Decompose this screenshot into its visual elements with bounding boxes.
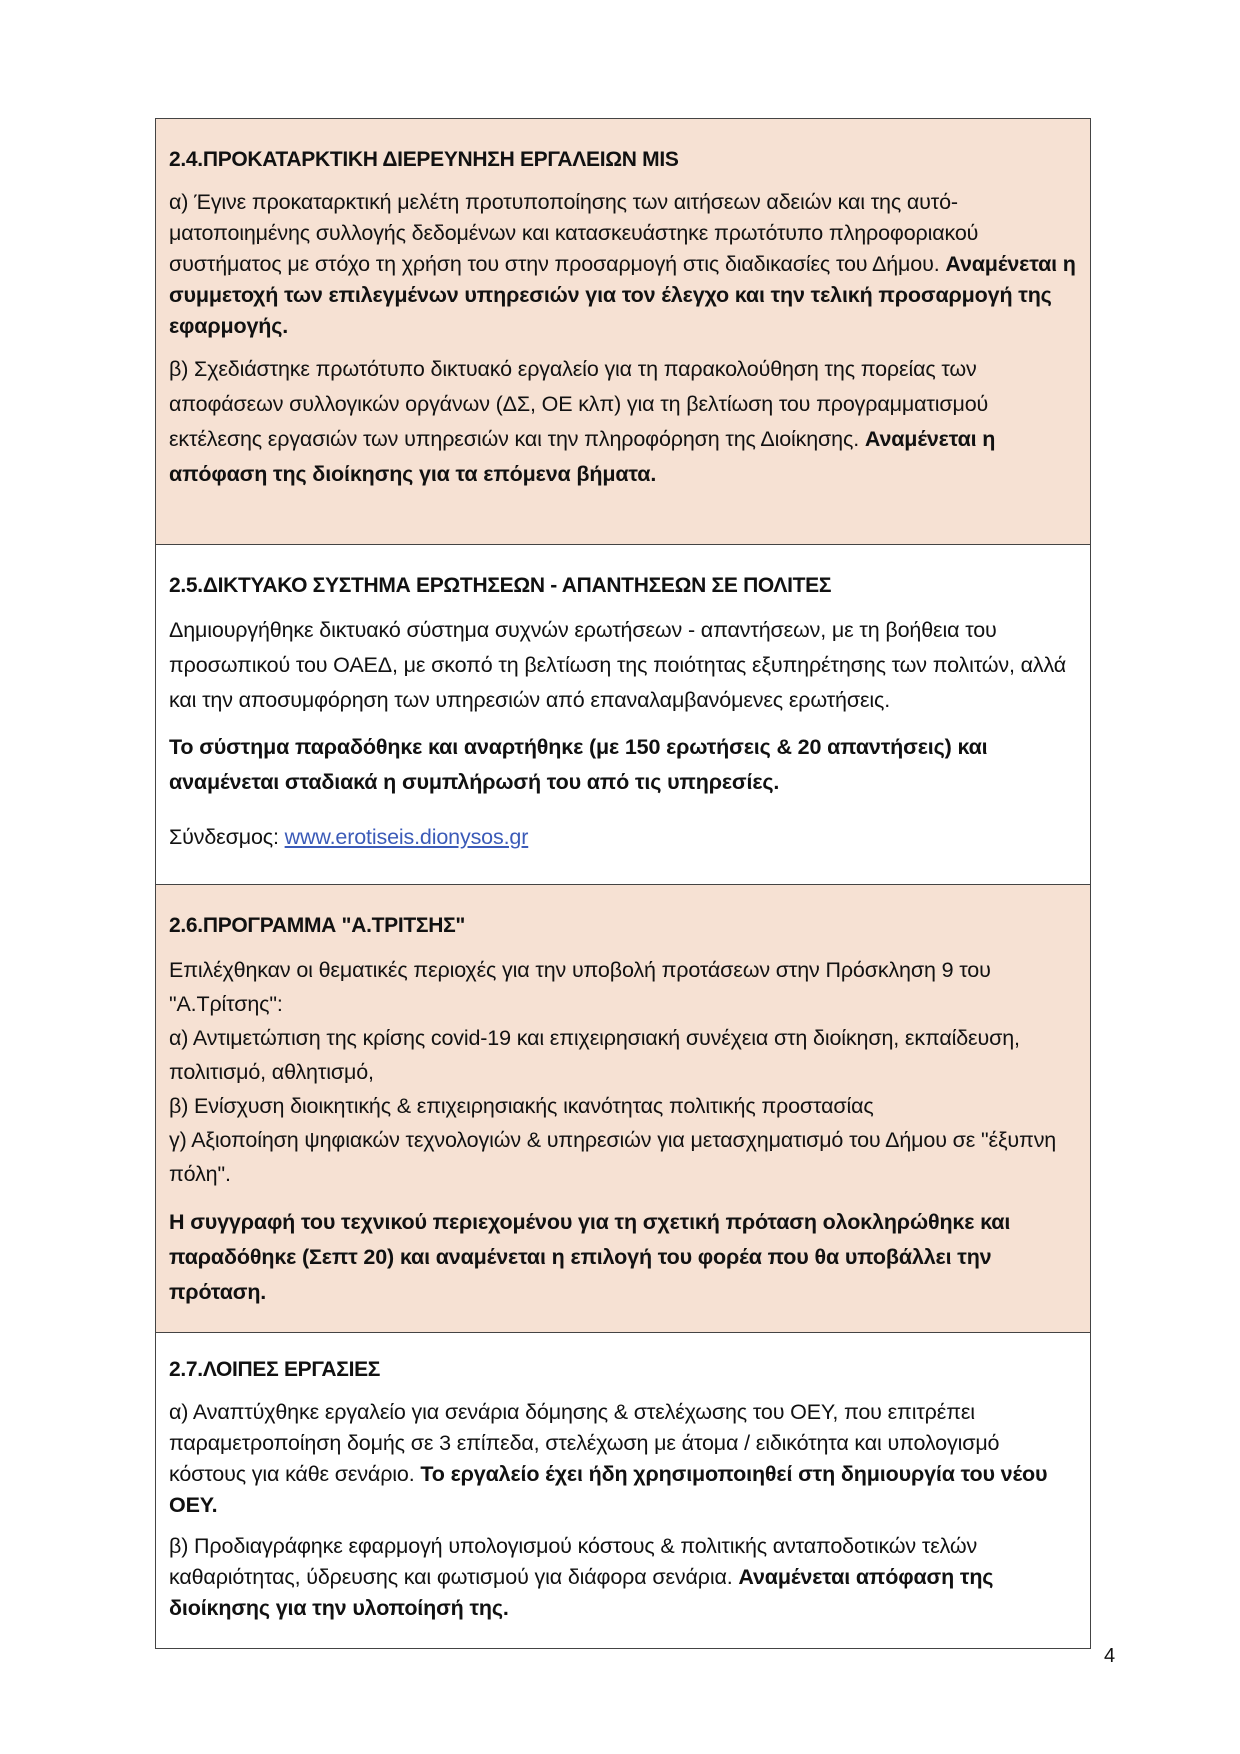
- section-title: 2.5.ΔΙΚΤΥΑΚΟ ΣΥΣΤΗΜΑ ΕΡΩΤΗΣΕΩΝ - ΑΠΑΝΤΗΣΕΩΝ ΣΕ ΠΟΛΙΤΕΣ: [169, 574, 832, 597]
- section-2-7: [156, 1333, 1090, 1648]
- paragraph-bold-text: Το σύστημα παραδόθηκε και αναρτήθηκε (με 150 ερωτήσεις & 20 απαντήσεις) και αναμένεται σταδιακά η συμπλήρωσή του από τις υπηρεσίες.: [169, 735, 988, 794]
- section-title: 2.4.ΠΡΟΚΑΤΑΡΚΤΙΚΗ ΔΙΕΡΕΥΝΗΣΗ ΕΡΓΑΛΕΙΩΝ MIS: [169, 148, 679, 171]
- section-2-6: [156, 885, 1090, 1333]
- paragraph-bold-text: Αναμένεται η απόφαση της διοίκησης για τα επόμενα βήματα.: [169, 427, 996, 486]
- paragraph-intro: Επιλέχθηκαν οι θεματικές περιοχές για την υποβολή προτάσεων στην Πρόσκληση 9 του "Α.Τρίτσης":: [169, 958, 991, 1016]
- paragraph-bold-text: Το εργαλείο έχει ήδη χρησιμοποιηθεί στη δημιουργία του νέου ΟΕΥ.: [169, 1462, 1048, 1517]
- link-line: [169, 822, 1076, 853]
- report-table: [155, 118, 1091, 1649]
- website-link[interactable]: www.erotiseis.dionysos.gr: [284, 825, 529, 849]
- section-title: 2.6.ΠΡΟΓΡΑΜΜΑ "Α.ΤΡΙΤΣΗΣ": [169, 914, 466, 937]
- section-title: 2.7.ΛΟΙΠΕΣ ΕΡΓΑΣΙΕΣ: [169, 1358, 381, 1381]
- paragraph-a: [169, 187, 1076, 342]
- link-label: Σύνδεσμος:: [169, 825, 285, 849]
- paragraph-text: α) Αναπτύχθηκε εργαλείο για σενάρια δόμησης & στελέχωσης του ΟΕΥ, που επιτρέπει παραμετροποίηση δομής σε 3 επίπεδα, στελέχωση με άτομα / ειδικότητα και υπολογισμό κόστους για κάθε σενάριο.: [169, 1400, 1000, 1486]
- paragraph-text: β) Σχεδιάστηκε πρωτότυπο δικτυακό εργαλείο για τη παρακολούθηση της πορείας των αποφάσεων συλλογικών οργάνων (ΔΣ, ΟΕ κλπ) για τη βελτίωση του προγραμματισμού εκτέλεσης εργασιών των υπηρεσιών και την πληροφόρηση της Διοίκησης.: [169, 357, 989, 451]
- paragraph-a: [169, 1397, 1076, 1521]
- paragraph-b: [169, 352, 1076, 492]
- paragraph-b: [169, 1531, 1076, 1624]
- paragraph-bold-text: Η συγγραφή του τεχνικού περιεχομένου για τη σχετική πρόταση ολοκληρώθηκε και παραδόθηκε (Σεπτ 20) και αναμένεται η επιλογή του φορέα που θα υποβάλλει την πρόταση.: [169, 1210, 1011, 1304]
- list-item: α) Αντιμετώπιση της κρίσης covid-19 και επιχειρησιακή συνέχεια στη διοίκηση, εκπαίδευση, πολιτισμό, αθλητισμό,: [169, 1026, 1020, 1084]
- page-number: 4: [1104, 1645, 1116, 1667]
- section-2-5: [156, 545, 1090, 885]
- paragraph-text: β) Προδιαγράφηκε εφαρμογή υπολογισμού κόστους & πολιτικής ανταποδοτικών τελών καθαριότητας, ύδρευσης και φωτισμού για διάφορα σενάρια.: [169, 1534, 978, 1589]
- paragraph-body: Δημιουργήθηκε δικτυακό σύστημα συχνών ερωτήσεων - απαντήσεων, με τη βοήθεια του προσωπικού του ΟΑΕΔ, με σκοπό τη βελτίωση της ποιότητας εξυπηρέτησης των πολιτών, αλλά και την αποσυμφόρηση των υπηρεσιών από επαναλαμβανόμενες ερωτήσεις.: [169, 618, 1067, 712]
- list-item: γ) Αξιοποίηση ψηφιακών τεχνολογιών & υπηρεσιών για μετασχηματισμό του Δήμου σε "έξυπνη πόλη".: [169, 1128, 1057, 1186]
- paragraph-text: α) Έγινε προκαταρκτική μελέτη προτυποποίησης των αιτήσεων αδειών και της αυτό-ματοποιημένης συλλογής δεδομένων και κατασκευάστηκε πρωτότυπο πληροφοριακού συστήματος με στόχο τη χρήση του στην προσαρμογή στις διαδικασίες του Δήμου.: [169, 190, 979, 276]
- paragraph-bold-text: Αναμένεται η συμμετοχή των επιλεγμένων υπηρεσιών για τον έλεγχο και την τελική προσαρμογή της εφαρμογής.: [169, 252, 1076, 338]
- paragraph-bold-text: Αναμένεται απόφαση της διοίκησης για την υλοποίησή της.: [169, 1565, 994, 1620]
- section-2-4: [156, 119, 1090, 545]
- list-item: β) Ενίσχυση διοικητικής & επιχειρησιακής ικανότητας πολιτικής προστασίας: [169, 1094, 874, 1118]
